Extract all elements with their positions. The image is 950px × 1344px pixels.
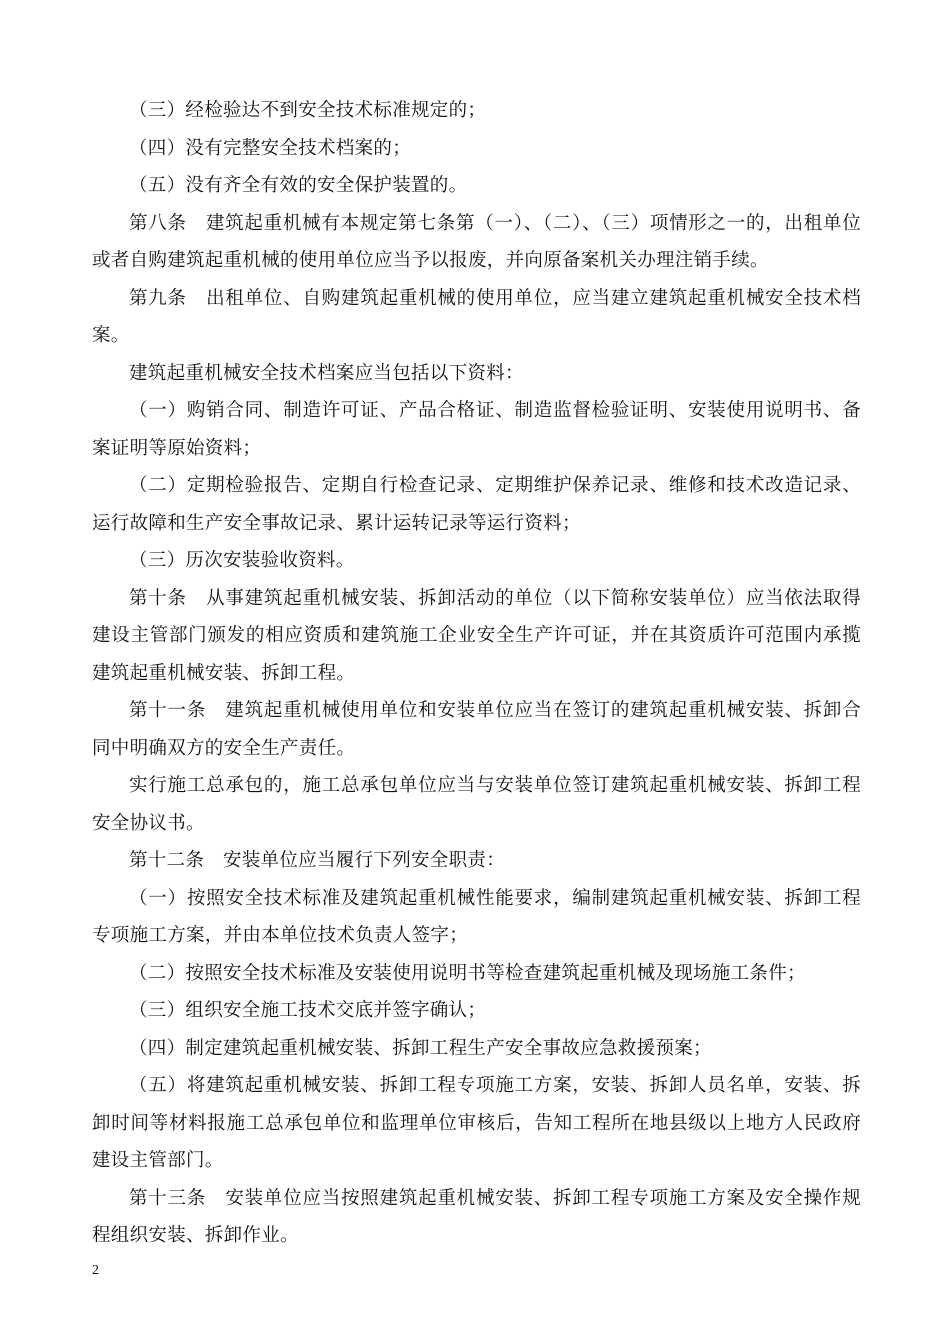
duty-item-3: （三）组织安全施工技术交底并签字确认； bbox=[129, 1000, 487, 1021]
article-13: 第十三条 安装单位应当按照建筑起重机械安装、拆卸工程专项施工方案及安全操作规程组织安装、拆卸作业。 bbox=[92, 1187, 861, 1246]
duty-item-4: （四）制定建筑起重机械安装、拆卸工程生产安全事故应急救援预案； bbox=[129, 1037, 712, 1059]
paragraph-item-5: （五）没有齐全有效的安全保护装置的。 bbox=[129, 175, 468, 196]
article-10: 第十条 从事建筑起重机械安装、拆卸活动的单位（以下简称安装单位）应当依法取得建设主管部门颁发的相应资质和建筑施工企业安全生产许可证，并在其资质许可范围内承揽建筑起重机械安装、拆卸工程。 bbox=[92, 587, 861, 684]
document-body bbox=[92, 92, 861, 1255]
article-11: 第十一条 建筑起重机械使用单位和安装单位应当在签订的建筑起重机械安装、拆卸合同中明确双方的安全生产责任。 bbox=[92, 700, 861, 759]
duty-item-2: （二）按照安全技术标准及安装使用说明书等检查建筑起重机械及现场施工条件； bbox=[129, 962, 806, 984]
archive-item-2: （二）定期检验报告、定期自行检查记录、定期维护保养记录、维修和技术改造记录、运行故障和生产安全事故记录、累计运转记录等运行资料； bbox=[92, 475, 861, 534]
paragraph-item-3: （三）经检验达不到安全技术标准规定的； bbox=[129, 100, 487, 121]
duty-item-5: （五）将建筑起重机械安装、拆卸工程专项施工方案，安装、拆卸人员名单，安装、拆卸时间等材料报施工总承包单位和监理单位审核后，告知工程所在地县级以上地方人民政府建设主管部门。 bbox=[92, 1075, 861, 1171]
archive-item-1: （一）购销合同、制造许可证、产品合格证、制造监督检验证明、安装使用说明书、备案证明等原始资料； bbox=[92, 400, 861, 459]
article-12: 第十二条 安装单位应当履行下列安全职责： bbox=[129, 850, 506, 871]
article-8: 第八条 建筑起重机械有本规定第七条第（一）、（二）、（三）项情形之一的，出租单位或者自购建筑起重机械的使用单位应当予以报废，并向原备案机关办理注销手续。 bbox=[92, 212, 861, 271]
duty-item-1: （一）按照安全技术标准及建筑起重机械性能要求，编制建筑起重机械安装、拆卸工程专项施工方案，并由本单位技术负责人签字； bbox=[92, 887, 861, 946]
article-9-archive-intro: 建筑起重机械安全技术档案应当包括以下资料： bbox=[129, 362, 524, 384]
paragraph-item-4: （四）没有完整安全技术档案的； bbox=[129, 137, 412, 159]
page-number: 2 bbox=[92, 1263, 99, 1278]
article-11-general-contract: 实行施工总承包的，施工总承包单位应当与安装单位签订建筑起重机械安装、拆卸工程安全协议书。 bbox=[92, 775, 861, 834]
article-9: 第九条 出租单位、自购建筑起重机械的使用单位，应当建立建筑起重机械安全技术档案。 bbox=[92, 287, 861, 346]
archive-item-3: （三）历次安装验收资料。 bbox=[129, 550, 355, 571]
